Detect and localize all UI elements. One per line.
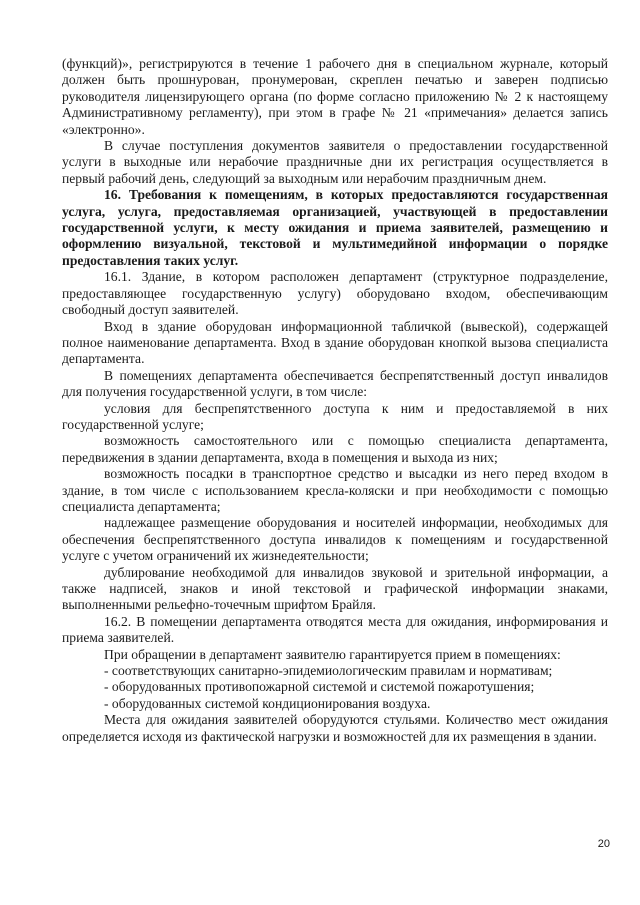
paragraph: - соответствующих санитарно-эпидемиологическим правилам и нормативам; (104, 663, 553, 679)
paragraph: Места для ожидания заявителей оборудуются стульями. Количество мест ожидания определяется исходя из фактической нагрузки и возможностей для их размещения в здании. (62, 712, 608, 744)
paragraph: надлежащее размещение оборудования и носителей информации, необходимых для обеспечения беспрепятственного доступа инвалидов к помещениям и государственной услуге с учетом ограничений их жизнедеятельности; (62, 515, 608, 564)
document-body (62, 56, 608, 745)
paragraph: 16.2. В помещении департамента отводятся места для ожидания, информирования и приема заявителей. (62, 613, 608, 646)
paragraph: условия для беспрепятственного доступа к ним и предоставляемой в них государственной услуге; (62, 400, 608, 432)
paragraph: возможность посадки в транспортное средство и высадки из него перед входом в здание, в том числе с использованием кресла-коляски и при необходимости с помощью специалиста департамента; (62, 466, 608, 514)
paragraph: 16.1. Здание, в котором расположен департамент (структурное подразделение, предоставляющее государственную услугу) оборудовано входом, обеспечивающим свободный доступ заявителей. (62, 269, 608, 318)
paragraph: (функций)», регистрируются в течение 1 рабочего дня в специальном журнале, который должен быть прошнурован, пронумерован, скреплен печатью и заверен подписью руководителя лицензирующего органа (по форме согласно приложению № 2 к настоящему Административному регламенту), при этом в графе № 21 «примечания» делается запись «электронно». (62, 56, 608, 137)
paragraph: возможность самостоятельного или с помощью специалиста департамента, передвижения в здании департамента, входа в помещения и выхода из них; (62, 433, 608, 465)
page-number: 20 (597, 838, 610, 850)
paragraph: В случае поступления документов заявителя о предоставлении государственной услуги в выходные или нерабочие праздничные дни их регистрация осуществляется в первый рабочий день, следующий за выходным или нерабочим праздничным днем. (62, 138, 608, 186)
paragraph: При обращении в департамент заявителю гарантируется прием в помещениях: (104, 646, 561, 662)
paragraph: - оборудованных системой кондиционирования воздуха. (104, 695, 431, 711)
paragraph: дублирование необходимой для инвалидов звуковой и зрительной информации, а также надписей, знаков и иной текстовой и графической информации знаками, выполненными рельефно-точечным шрифтом Брайля. (62, 564, 608, 613)
paragraph: - оборудованных противопожарной системой и системой пожаротушения; (104, 679, 535, 695)
paragraph: В помещениях департамента обеспечивается беспрепятственный доступ инвалидов для получения государственной услуги, в том числе: (62, 367, 608, 400)
paragraph: Вход в здание оборудован информационной табличкой (вывеской), содержащей полное наименование департамента. Вход в здание оборудован кнопкой вызова специалиста департамента. (62, 318, 608, 367)
section-heading: 16. Требования к помещениям, в которых предоставляются государственная услуга, услуга, предоставляемая организацией, участвующей в предоставлении государственной услуги, к месту ожидания и приема заявителей, размещению и оформлению визуальной, текстовой и мультимедийной информации о порядке предоставления таких услуг. (62, 187, 608, 268)
